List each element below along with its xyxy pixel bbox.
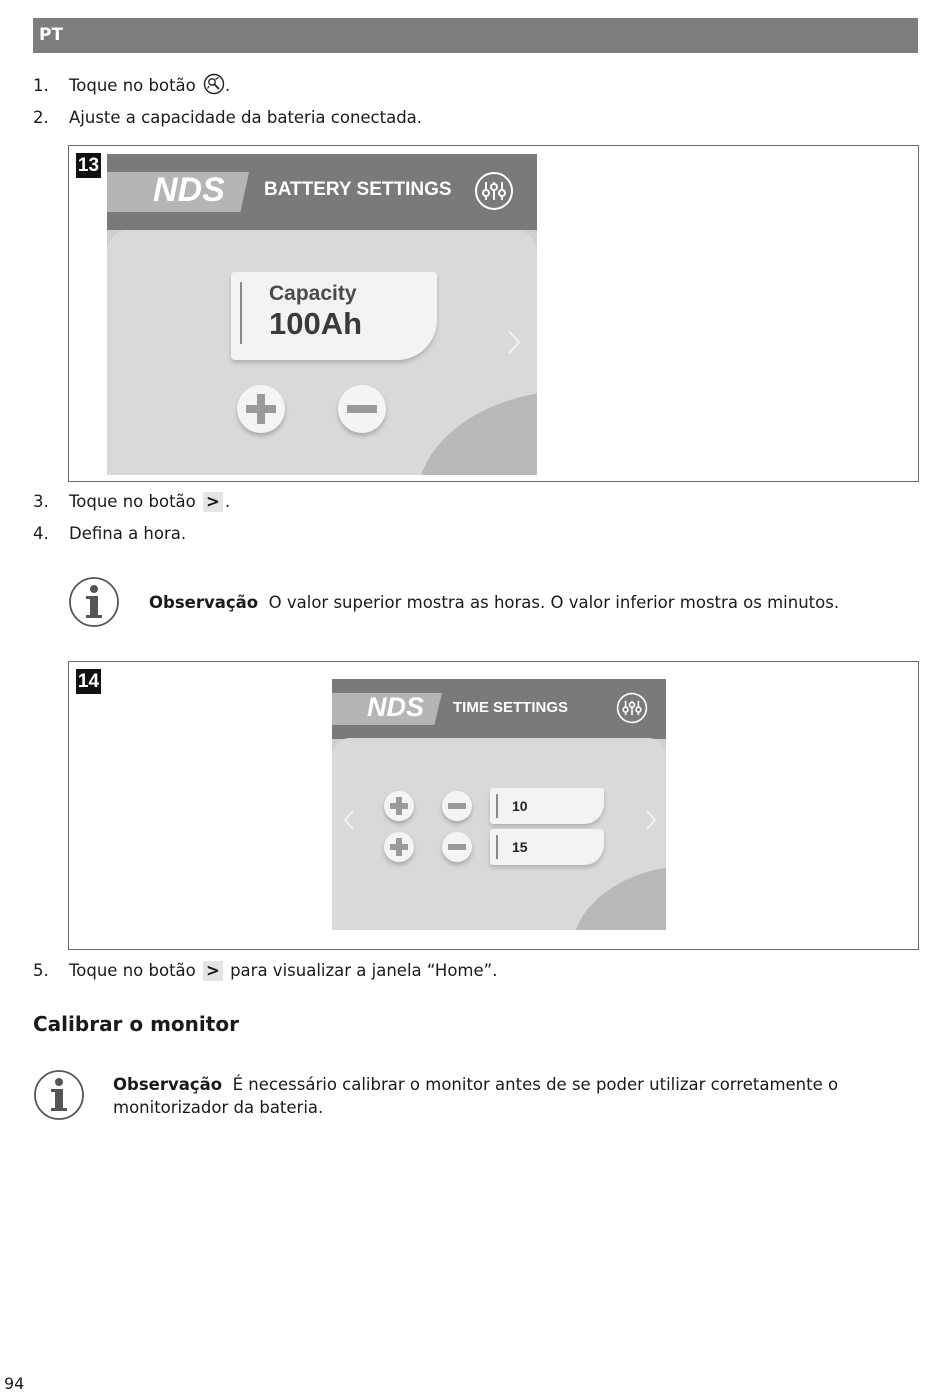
decrease-capacity-button[interactable] [338,385,386,433]
capacity-value: 100Ah [269,306,363,341]
info-icon [33,1069,85,1125]
nds-logo: NDS [367,692,425,722]
figure-13-box [68,145,919,482]
step-text: Toque no botão [69,76,196,95]
hours-value: 10 [512,798,528,814]
language-code: PT [39,25,64,45]
note-text: O valor superior mostra as horas. O valor inferior mostra os minutos. [268,593,840,612]
chevron-right-icon[interactable] [645,809,657,835]
note-label: Observação [149,593,259,612]
minutes-value: 15 [512,839,528,855]
capacity-field[interactable] [231,272,437,360]
minus-icon [448,803,466,809]
decrease-hours-button[interactable] [442,791,472,821]
wrench-gear-icon [203,73,225,101]
next-key-glyph: > [203,492,223,512]
capacity-label: Capacity [269,282,357,305]
step-text: Toque no botão [69,492,196,511]
step-text: Ajuste a capacidade da bateria conectada. [69,108,423,127]
note-observation-1 [149,591,909,614]
minus-icon [448,844,466,850]
chevron-left-icon[interactable] [343,809,355,835]
increase-minutes-button[interactable] [384,832,414,862]
next-key-glyph: > [203,961,223,981]
increase-hours-button[interactable] [384,791,414,821]
settings-sliders-icon[interactable] [474,171,514,215]
step-4 [33,523,186,545]
step-suffix: para visualizar a janela “Home”. [230,961,498,980]
hours-field[interactable] [490,788,604,824]
field-accent-line [240,282,242,344]
figure-14-box [68,661,919,950]
figure-number: 14 [77,671,100,692]
step-3 [33,491,230,513]
decrease-minutes-button[interactable] [442,832,472,862]
step-number: 1. [33,76,49,95]
settings-sliders-icon[interactable] [616,692,648,728]
note-text: É necessário calibrar o monitor antes de se poder utilizar corretamente o monitorizador da bateria. [113,1075,839,1117]
step-suffix: . [224,492,231,511]
step-number: 3. [33,492,49,511]
minus-icon [347,405,377,413]
screen-title: TIME SETTINGS [453,699,569,716]
step-text: Defina a hora. [69,524,187,543]
page-number: 94 [4,1374,25,1393]
note-observation-2 [113,1073,913,1119]
nds-logo: NDS [153,171,225,209]
battery-settings-screen [107,154,537,475]
section-title: Calibrar o monitor [33,1012,239,1036]
step-number: 2. [33,108,49,127]
step-2 [33,107,422,129]
time-settings-screen [332,679,666,930]
step-text: Toque no botão [69,961,196,980]
field-accent-line [496,835,498,859]
chevron-right-icon[interactable] [507,329,521,359]
step-suffix: . [225,76,231,95]
figure-number: 13 [77,155,100,176]
info-icon [68,576,120,632]
step-number: 4. [33,524,49,543]
note-label: Observação [113,1075,223,1094]
increase-capacity-button[interactable] [237,385,285,433]
screen-title: BATTERY SETTINGS [264,179,452,200]
field-accent-line [496,794,498,818]
language-header-bar [33,18,918,53]
step-number: 5. [33,961,49,980]
minutes-field[interactable] [490,829,604,865]
step-1 [33,73,230,101]
step-5 [33,960,497,982]
